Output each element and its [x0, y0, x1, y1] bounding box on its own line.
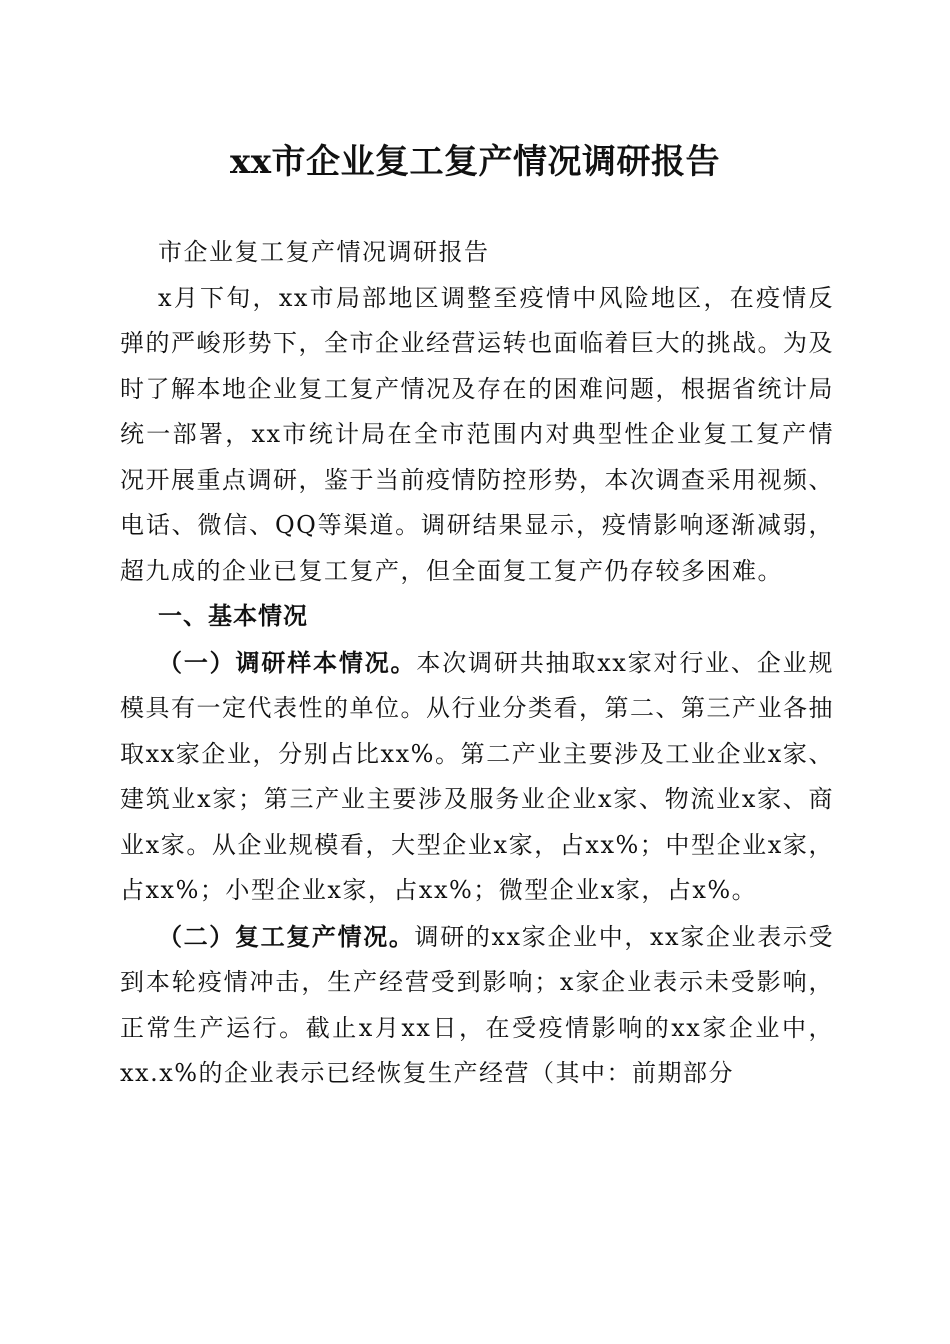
resumption-situation-text: 调研的xx家企业中，xx家企业表示受到本轮疫情冲击，生产经营受到影响；x家企业表示未受影响，正常生产运行。截止x月xx日，在受疫情影响的xx家企业中，xx.x%的企业表示已经恢复生产经营（其中：前期部分: [120, 922, 835, 1087]
sub-heading-resumption-situation: （二）复工复产情况。: [158, 921, 415, 951]
sample-situation-text: 本次调研共抽取xx家对行业、企业规模具有一定代表性的单位。从行业分类看，第二、第三产业各抽取xx家企业，分别占比xx%。第二产业主要涉及工业企业x家、建筑业x家；第三产业主要涉及服务业企业x家、物流业x家、商业x家。从企业规模看，大型企业x家，占xx%；中型企业x家，占xx%；小型企业x家，占xx%；微型企业x家，占x%。: [120, 648, 834, 904]
paragraph-sample-situation: [120, 640, 834, 914]
intro-paragraph: x月下旬，xx市局部地区调整至疫情中风险地区，在疫情反弹的严峻形势下，全市企业经营运转也面临着巨大的挑战。为及时了解本地企业复工复产情况及存在的困难问题，根据省统计局统一部署，xx市统计局在全市范围内对典型性企业复工复产情况开展重点调研，鉴于当前疫情防控形势，本次调查采用视频、电话、微信、QQ等渠道。调研结果显示，疫情影响逐渐减弱，超九成的企业已复工复产，但全面复工复产仍存较多困难。: [120, 283, 834, 585]
paragraph-resumption-situation: [120, 914, 834, 1097]
document-body: [120, 230, 834, 1097]
section-heading-basic-info: 一、基本情况: [158, 602, 308, 630]
document-subtitle: 市企业复工复产情况调研报告: [158, 238, 490, 266]
document-title: xx市企业复工复产情况调研报告: [229, 142, 721, 182]
sub-heading-sample-situation: （一）调研样本情况。: [158, 647, 417, 677]
